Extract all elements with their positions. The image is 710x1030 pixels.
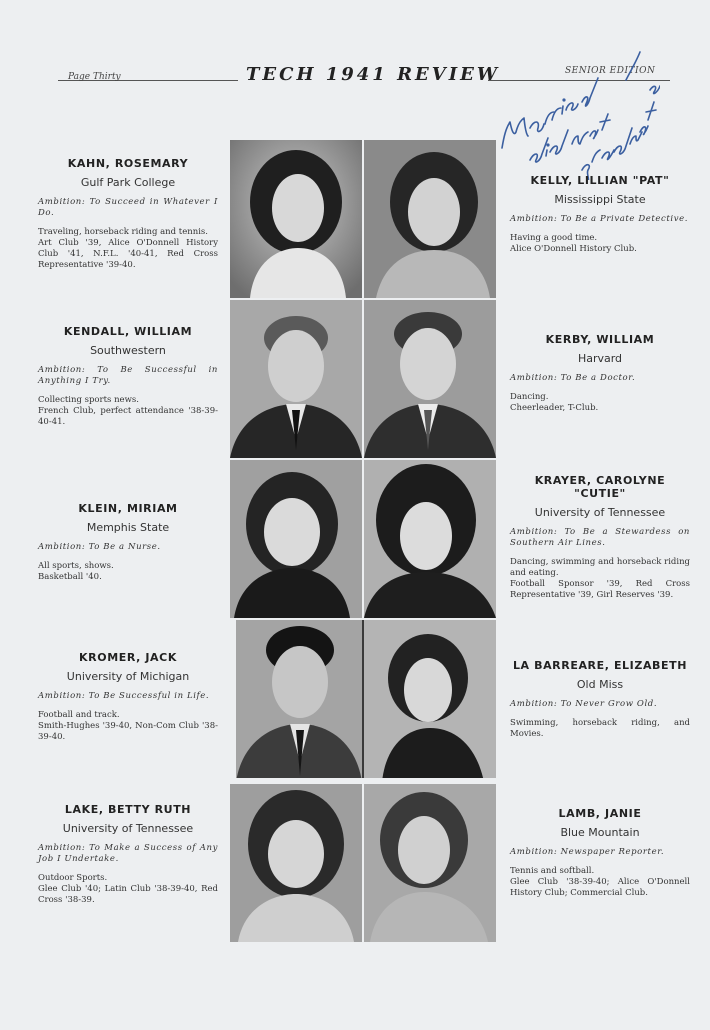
student-photo xyxy=(236,620,368,778)
student-activities: Football and track. Smith-Hughes '39-40, Non-Com Club '38-39-40. xyxy=(38,710,218,742)
student-photo xyxy=(230,784,362,942)
student-name: LA BARREARE, ELIZABETH xyxy=(512,659,688,672)
student-name: KROMER, JACK xyxy=(79,651,177,664)
edition-label: SENIOR EDITION xyxy=(565,66,656,76)
student-photo xyxy=(364,140,496,298)
student-photo xyxy=(230,140,362,298)
student-ambition: Ambition: To Make a Success of Any Job I Undertake. xyxy=(38,843,218,864)
student-name: LAMB, JANIE xyxy=(558,807,642,820)
student-name: KLEIN, MIRIAM xyxy=(78,502,178,515)
student-activities: Dancing, swimming and horseback riding and eating. Football Sponsor '39, Red Cross Representative '39, Girl Reserves '39. xyxy=(510,557,690,600)
student-photo xyxy=(364,300,496,458)
student-entry xyxy=(38,157,218,271)
student-school: University of Michigan xyxy=(66,670,190,683)
student-photo xyxy=(230,300,362,458)
student-entry xyxy=(510,333,690,414)
page-title: TECH 1941 REVIEW xyxy=(246,64,501,85)
student-activities: Tennis and softball. Glee Club '38-39-40; Alice O'Donnell History Club; Commercial Club. xyxy=(510,866,690,898)
student-name: LAKE, BETTY RUTH xyxy=(64,803,192,816)
student-entry xyxy=(510,174,690,255)
student-ambition: Ambition: To Succeed in Whatever I Do. xyxy=(38,197,218,218)
student-ambition: Ambition: To Be Successful in Anything I Try. xyxy=(38,365,218,386)
student-photo xyxy=(364,460,496,618)
student-activities: Dancing. Cheerleader, T-Club. xyxy=(510,392,599,413)
page-number: Page Thirty xyxy=(68,72,121,82)
student-school: University of Tennessee xyxy=(62,822,194,835)
student-entry xyxy=(38,651,218,743)
student-school: University of Tennessee xyxy=(534,506,666,519)
student-ambition: Ambition: To Never Grow Old. xyxy=(510,699,658,709)
student-school: Old Miss xyxy=(576,678,624,691)
student-activities: Collecting sports news. French Club, perfect attendance '38-39-40-41. xyxy=(38,395,218,427)
student-photo xyxy=(364,784,496,942)
student-entry xyxy=(510,659,690,740)
student-photo xyxy=(230,460,362,618)
student-school: Harvard xyxy=(577,352,623,365)
student-ambition: Ambition: To Be a Stewardess on Southern Air Lines. xyxy=(510,527,690,548)
student-ambition: Ambition: To Be a Doctor. xyxy=(510,373,636,383)
student-entry xyxy=(510,474,690,601)
student-name: KENDALL, WILLIAM xyxy=(63,325,193,338)
student-school: Mississippi State xyxy=(554,193,646,206)
student-photo xyxy=(364,620,496,778)
student-ambition: Ambition: To Be a Nurse. xyxy=(38,542,161,552)
student-school: Blue Mountain xyxy=(560,826,640,839)
student-entry xyxy=(38,325,218,428)
student-ambition: Ambition: To Be a Private Detective. xyxy=(510,214,689,224)
student-school: Memphis State xyxy=(86,521,170,534)
student-school: Southwestern xyxy=(90,344,166,357)
student-activities: Swimming, horseback riding, and Movies. xyxy=(510,718,690,739)
student-entry xyxy=(38,803,218,906)
student-activities: Traveling, horseback riding and tennis. Art Club '39, Alice O'Donnell History Club '41, N.F.L. '40-41, Red Cross Representative '39-40. xyxy=(38,227,218,270)
student-activities: Having a good time. Alice O'Donnell History Club. xyxy=(510,233,637,254)
student-ambition: Ambition: To Be Successful in Life. xyxy=(38,691,210,701)
student-school: Gulf Park College xyxy=(80,176,176,189)
handwritten-note xyxy=(490,40,660,180)
student-name: KERBY, WILLIAM xyxy=(545,333,655,346)
student-name: KAHN, ROSEMARY xyxy=(67,157,189,170)
student-ambition: Ambition: Newspaper Reporter. xyxy=(510,847,665,857)
student-name: KRAYER, CAROLYNE "CUTIE" xyxy=(534,474,666,500)
student-activities: Outdoor Sports. Glee Club '40; Latin Club '38-39-40, Red Cross '38-39. xyxy=(38,873,218,905)
student-entry xyxy=(510,807,690,899)
student-name: KELLY, LILLIAN "PAT" xyxy=(530,174,670,187)
student-entry xyxy=(38,502,218,583)
student-activities: All sports, shows. Basketball '40. xyxy=(38,561,114,582)
